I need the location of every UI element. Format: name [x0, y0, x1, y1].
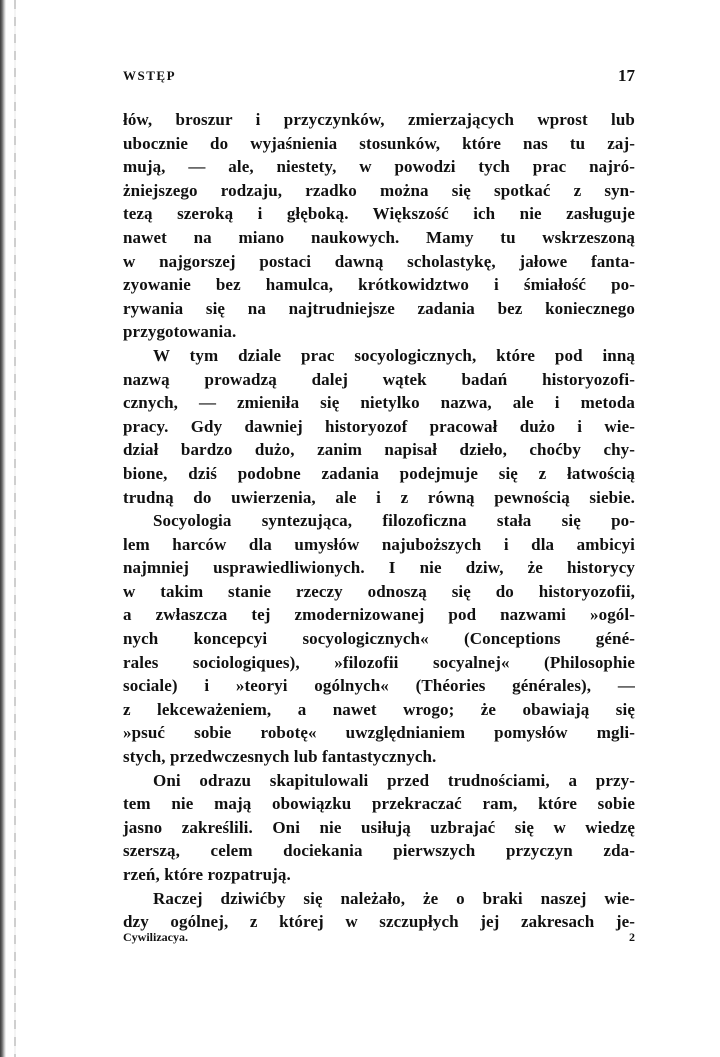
- text-line: zyowanie bez hamulca, krótkowidztwo i śmiałość po-: [123, 275, 635, 295]
- running-head-title: WSTĘP: [123, 68, 177, 83]
- text-line: żniejszego rodzaju, rzadko można się spotkać z syn-: [123, 180, 635, 200]
- text-line: nych koncepcyi socyologicznych« (Conceptions géné-: [123, 629, 635, 649]
- text-line: Oni odrazu skapitulowali przed trudnościami, a przy-: [153, 770, 635, 790]
- page-number: 17: [618, 66, 635, 85]
- scan-binding-shadow: [14, 0, 16, 1057]
- text-line: Raczej dziwićby się należało, że o braki naszej wie-: [153, 888, 635, 908]
- text-line: w takim stanie rzeczy odnoszą się do historyozofii,: [123, 581, 635, 601]
- text-line: rales sociologiques), »filozofii socyalnej« (Philosophie: [123, 652, 635, 672]
- text-line: nawet na miano naukowych. Mamy tu wskrzeszoną: [123, 227, 635, 247]
- text-line: a zwłaszcza tej zmodernizowanej pod nazwami »ogól-: [123, 605, 635, 625]
- text-line: »psuć sobie robotę« uwzględnianiem pomysłów mgli-: [123, 723, 635, 743]
- text-line: Socyologia syntezująca, filozoficzna stała się po-: [153, 511, 635, 531]
- text-line: łów, broszur i przyczynków, zmierzających wprost lub: [123, 110, 635, 129]
- body-text: [123, 108, 635, 934]
- text-line: stych, przedwczesnych lub fantastycznych.: [123, 747, 437, 767]
- sheet-number: 2: [629, 930, 635, 944]
- page-footer: [123, 930, 635, 952]
- text-line: z lekceważeniem, a nawet wrogo; że obawiają się: [123, 699, 635, 719]
- text-line: trudną do uwierzenia, ale i z równą pewnością siebie.: [123, 487, 635, 507]
- text-line: nazwą prowadzą dalej wątek badań historyozofi-: [123, 369, 635, 389]
- text-line: rywania się na najtrudniejsze zadania bez koniecznego: [123, 298, 635, 318]
- text-line: szerszą, celem dociekania pierwszych przyczyn zda-: [123, 841, 635, 861]
- text-line: pracy. Gdy dawniej historyozof pracował dużo i wie-: [123, 416, 635, 436]
- footer-signature: Cywilizacya.: [123, 930, 188, 944]
- text-line: przygotowania.: [123, 322, 237, 342]
- text-line: lem harców dla umysłów najuboższych i dla ambicyi: [123, 534, 635, 554]
- text-line: najmniej usprawiedliwionych. I nie dziw, że historycy: [123, 558, 635, 578]
- text-line: ubocznie do wyjaśnienia stosunków, które nas tu zaj-: [123, 133, 635, 153]
- text-line: tezą szeroką i głęboką. Większość ich nie zasługuje: [123, 204, 635, 224]
- text-line: W tym dziale prac socyologicznych, które pod inną: [153, 345, 635, 365]
- running-head: [123, 66, 635, 90]
- text-line: cznych, — zmieniła się nietylko nazwa, ale i metoda: [123, 393, 635, 413]
- text-line: rzeń, które rozpatrują.: [123, 865, 291, 884]
- text-line: jasno zakreślili. Oni nie usiłują uzbrajać się w wiedzę: [123, 817, 635, 837]
- text-line: dzy ogólnej, z której w szczupłych jej zakresach je-: [123, 912, 635, 932]
- text-line: bione, dziś podobne zadania podejmuje się z łatwością: [123, 463, 635, 483]
- text-line: w najgorszej postaci dawną scholastykę, jałowe fanta-: [123, 251, 635, 271]
- text-line: sociale) i »teoryi ogólnych« (Théories générales), —: [123, 676, 635, 696]
- text-line: dział bardzo dużo, zanim napisał dzieło, choćby chy-: [123, 440, 635, 460]
- text-line: mują, — ale, niestety, w powodzi tych prac najró-: [123, 157, 635, 177]
- scan-binding-edge: [0, 0, 6, 1057]
- text-line: tem nie mają obowiązku przekraczać ram, które sobie: [123, 794, 635, 814]
